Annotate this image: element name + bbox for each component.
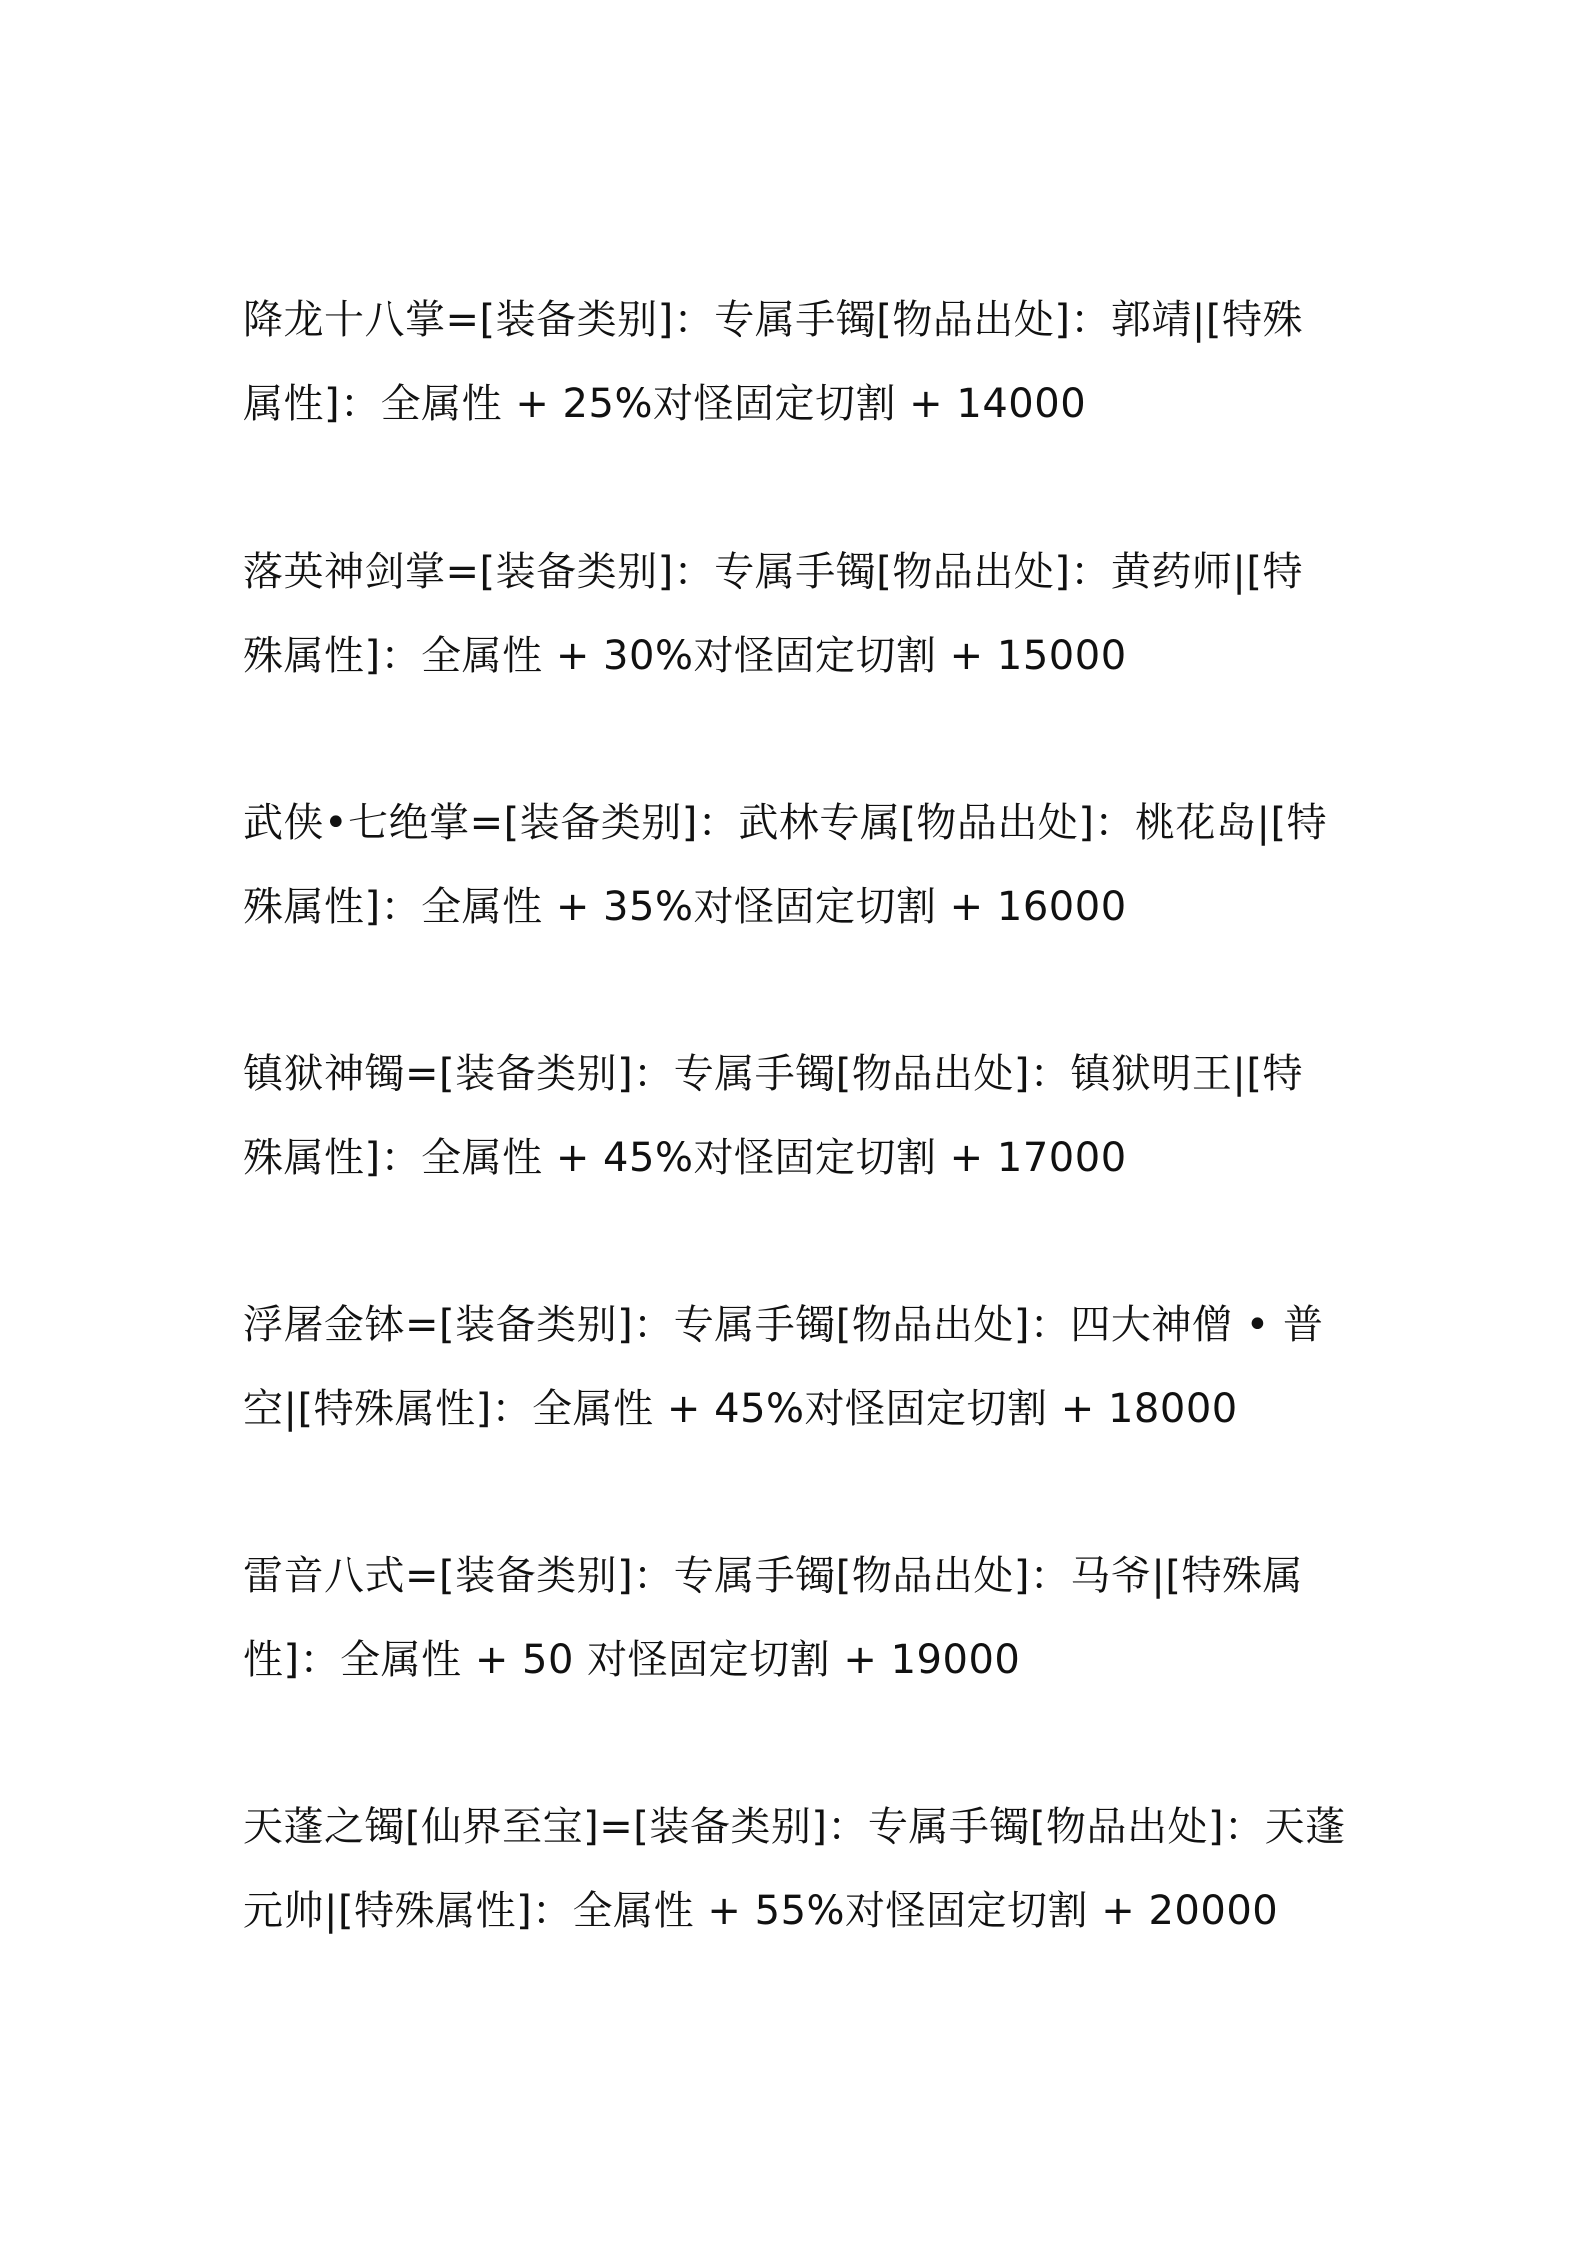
entry-1-line-2: 属性]：全属性 + 25%对怪固定切割 + 14000 [243,381,1087,427]
entry-4 [243,1032,1363,1200]
entry-2 [243,530,1363,698]
entry-1-line-1: 降龙十八掌=[装备类别]：专属手镯[物品出处]：郭靖|[特殊 [243,297,1304,343]
entry-3 [243,781,1363,949]
document-page [243,0,1363,2245]
entry-3-line-1: 武侠•七绝掌=[装备类别]：武林专属[物品出处]：桃花岛|[特 [243,800,1328,846]
entry-5-line-1: 浮屠金钵=[装备类别]：专属手镯[物品出处]：四大神僧 • 普 [243,1302,1324,1348]
entry-7-line-2: 元帅|[特殊属性]：全属性 + 55%对怪固定切割 + 20000 [243,1888,1279,1934]
entry-2-line-2: 殊属性]：全属性 + 30%对怪固定切割 + 15000 [243,633,1127,679]
entry-4-line-2: 殊属性]：全属性 + 45%对怪固定切割 + 17000 [243,1135,1127,1181]
entry-2-line-1: 落英神剑掌=[装备类别]：专属手镯[物品出处]：黄药师|[特 [243,549,1304,595]
entry-5 [243,1283,1363,1451]
entry-4-line-1: 镇狱神镯=[装备类别]：专属手镯[物品出处]：镇狱明王|[特 [243,1051,1304,1097]
entry-7-line-1: 天蓬之镯[仙界至宝]=[装备类别]：专属手镯[物品出处]：天蓬 [243,1804,1346,1850]
entry-1 [243,278,1363,446]
entry-6-line-2: 性]：全属性 + 50 对怪固定切割 + 19000 [243,1637,1021,1683]
entry-6-line-1: 雷音八式=[装备类别]：专属手镯[物品出处]：马爷|[特殊属 [243,1553,1304,1599]
entry-5-line-2: 空|[特殊属性]：全属性 + 45%对怪固定切割 + 18000 [243,1386,1238,1432]
entry-7 [243,1785,1363,1953]
entry-6 [243,1534,1363,1702]
entry-3-line-2: 殊属性]：全属性 + 35%对怪固定切割 + 16000 [243,884,1127,930]
